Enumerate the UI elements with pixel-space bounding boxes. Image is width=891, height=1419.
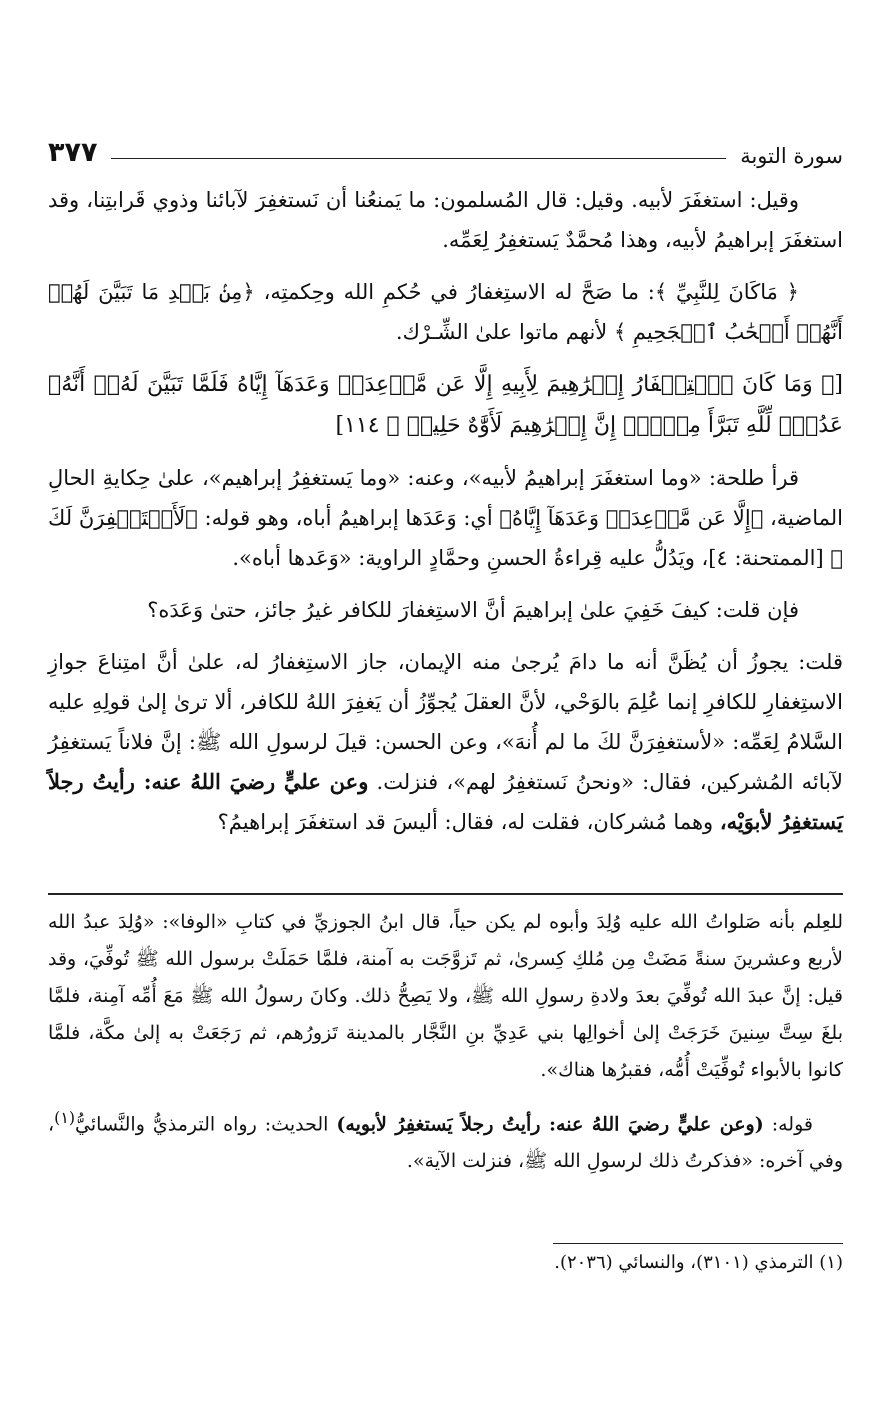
page-number: ٣٧٧ [48, 137, 98, 168]
commentary-text: الحديث: رواه الترمذيُّ والنَّسائيُّ [75, 1113, 329, 1136]
paragraph-2: ﴿ مَاكَانَ لِلنَّبِيِّ ﴾: ما صَحَّ له الاستِغفارُ في حُكمِ الله وحِكمتِه، ﴿مِنۢ بَعۡدِ مَا تَبَيَّنَ لَهُمۡ أَنَّهُمۡ أَصۡحَٰبُ ٱلۡجَحِيمِ ﴾ لأنهم ماتوا علىٰ الشِّـرْك. [48, 280, 843, 344]
commentary [48, 904, 843, 1190]
commentary-paragraph-1: للعِلم بأنه صَلواتُ الله عليه وُلِدَ وأبوه لم يكن حياً، قال ابنُ الجوزيِّ في كتابِ «الوفا»: «وُلِدَ عبدُ الله لأربع وعشرينَ سنةً مَضَتْ مِن مُلكِ كِسرىٰ، ثم تَزوَّجَت به آمنة، فلمَّا حَمَلَتْ برسول الله ﷺ تُوفِّيَ، وقد قيل: إنَّ عبدَ الله تُوفِّيَ بعدَ ولادةِ رسولِ الله ﷺ، ولا يَصِحُّ ذلك. وكانَ رسولُ الله ﷺ مَعَ أُمِّه آمِنة، فلمَّا بلغَ سِتَّ سِنينَ خَرَجَتْ إلىٰ أخوالِها بني عَدِيِّ بنِ النَّجَّار بالمدينة تَزورُهم، ثم رَجَعَتْ به إلىٰ مكَّة، فلمَّا كانوا بالأبواء تُوفِّيَتْ أُمُّه، فقبرُها هناك». [48, 911, 843, 1081]
footnote-ref: (١) [54, 1108, 76, 1127]
header-rule [111, 158, 726, 159]
page [48, 0, 843, 1419]
surah-title: سورة التوبة [740, 144, 843, 168]
main-text [48, 180, 843, 854]
paragraph-5 [48, 642, 843, 842]
paragraph-5-tail: وهما مُشركان، فقلت له، فقال: أليسَ قد استغفَرَ إبراهيمُ؟ [217, 810, 714, 834]
commentary-quote: (وعن عليٍّ رضيَ اللهُ عنه: رأيتُ رجلاً يَستغفِرُ لأبويه) [336, 1113, 764, 1136]
paragraph-3: قرأ طلحة: «وما استغفَرَ إبراهيمُ لأبيه»، وعنه: «وما يَستغفِرُ إبراهيم»، علىٰ حِكايةِ الحالِ الماضية، ﴿إِلَّا عَن مَّوۡعِدَةٖ وَعَدَهَآ إِيَّاهُ﴾ أي: وَعَدَها إبراهيمُ أباه، وهو قوله: ﴿لَأَسۡتَغۡفِرَنَّ لَكَ ﴾ [الممتحنة: ٤]، ويَدُلُّ عليه قِراءةُ الحسنِ وحمَّادٍ الراوية: «وَعَدها أباه». [48, 466, 843, 570]
quran-verse: [﴿ وَمَا كَانَ ٱسۡتِغۡفَارُ إِبۡرَٰهِيمَ لِأَبِيهِ إِلَّا عَن مَّوۡعِدَةٖ وَعَدَهَآ إِيَّاهُ فَلَمَّا تَبَيَّنَ لَهُۥٓ أَنَّهُۥ عَدُوّٞ لِّلَّهِ تَبَرَّأَ مِنۡهُۚ إِنَّ إِبۡرَٰهِيمَ لَأَوَّٰهٌ حَلِيمٞ ﴾ ١١٤] [48, 372, 843, 438]
commentary-end: ، وفي آخره: «فذكرتُ ذلك لرسولِ الله ﷺ، فنزلت الآية». [48, 1113, 843, 1173]
paragraph-5-text: قلت: يجوزُ أن يُظَنَّ أنه ما دامَ يُرجىٰ منه الإيمان، جاز الاستِغفارُ له، علىٰ أنَّ امتِناعَ جوازِ الاستِغفارِ للكافرِ إنما عُلِمَ بالوَحْي، لأنَّ العقلَ يُجوِّزُ أن يَغفِرَ اللهُ للكافر، ألا ترىٰ إلىٰ قولِهِ عليه السَّلامُ لِعَمِّه: «لأستغفِرَنَّ لكَ ما لم أُنهَ»، وعن الحسن: قيلَ لرسولِ الله ﷺ: إنَّ فلاناً يَستغفِرُ لآبائه المُشركين، فقال: «ونحنُ نَستغفِرُ لهم»، فنزلت. [48, 650, 843, 794]
endnote: (١) الترمذي (٣١٠١)، والنسائي (٢٠٣٦). [554, 1252, 843, 1273]
paragraph-1: وقيل: استغفَرَ لأبيه. وقيل: قال المُسلمون: ما يَمنعُنا أن نَستغفِرَ لآبائنا وذوي قَرابتِنا، وقد استغفَرَ إبراهيمُ لأبيه، وهذا مُحمَّدٌ يَستغفِرُ لِعَمِّه. [48, 188, 843, 252]
commentary-paragraph-2 [48, 1099, 843, 1180]
paragraph-5-bold: وعن عليٍّ رضيَ اللهُ عنه: رأيتُ رجلاً يَستغفِرُ لأبوَيْه، [48, 769, 843, 834]
page-header [48, 128, 843, 168]
footnote-separator [48, 893, 843, 895]
endnote-separator [553, 1243, 843, 1244]
paragraph-4: فإن قلت: كيفَ خَفِيَ علىٰ إبراهيمَ أنَّ الاستِغفارَ للكافر غيرُ جائز، حتىٰ وَعَدَه؟ [147, 598, 799, 622]
commentary-label: قوله: [771, 1113, 813, 1136]
